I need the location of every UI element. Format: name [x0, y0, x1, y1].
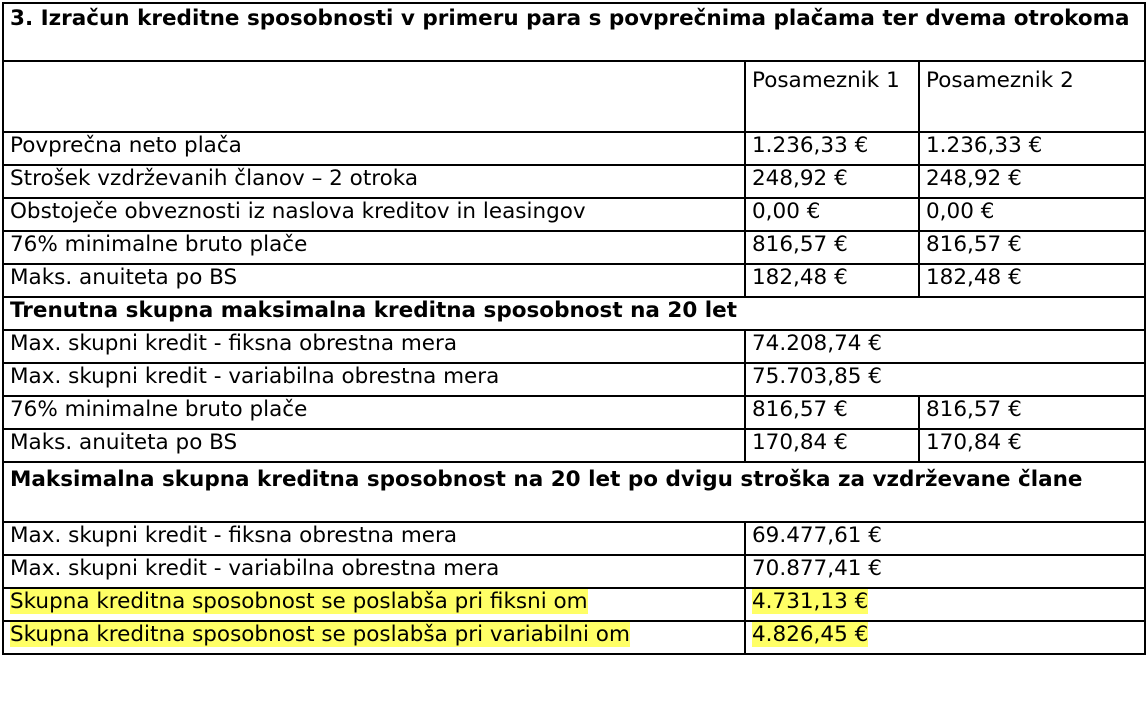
- header-borrower-1: Posameznik 1: [745, 61, 919, 132]
- row-value-1: 1.236,33 €: [745, 132, 919, 165]
- highlighted-row: [3, 588, 1145, 621]
- highlight-value-cell: [745, 588, 1145, 621]
- total-label: Max. skupni kredit - variabilna obrestna mera: [3, 363, 745, 396]
- row-label: 76% minimalne bruto plače: [3, 231, 745, 264]
- row-label: Maks. anuiteta po BS: [3, 429, 745, 462]
- row-value-2: 816,57 €: [919, 396, 1145, 429]
- row-value-2: 248,92 €: [919, 165, 1145, 198]
- table-title: 3. Izračun kreditne sposobnosti v primeru para s povprečnima plačama ter dvema otrokoma: [3, 3, 1145, 61]
- column-header-row: [3, 61, 1145, 132]
- row-value-2: 170,84 €: [919, 429, 1145, 462]
- highlighted-value: 4.731,13 €: [752, 589, 869, 614]
- row-label: Povprečna neto plača: [3, 132, 745, 165]
- header-empty-cell: [3, 61, 745, 132]
- table-row: [3, 198, 1145, 231]
- table-row: [3, 363, 1145, 396]
- section-heading-row: [3, 297, 1145, 330]
- row-value-1: 816,57 €: [745, 396, 919, 429]
- total-label: Max. skupni kredit - fiksna obrestna mera: [3, 522, 745, 555]
- table-row: [3, 231, 1145, 264]
- total-value: 70.877,41 €: [745, 555, 1145, 588]
- row-value-2: 0,00 €: [919, 198, 1145, 231]
- row-value-1: 0,00 €: [745, 198, 919, 231]
- total-value: 75.703,85 €: [745, 363, 1145, 396]
- row-label: Strošek vzdrževanih članov – 2 otroka: [3, 165, 745, 198]
- highlight-label-cell: [3, 621, 745, 654]
- row-label: Maks. anuiteta po BS: [3, 264, 745, 297]
- total-value: 69.477,61 €: [745, 522, 1145, 555]
- row-label: 76% minimalne bruto plače: [3, 396, 745, 429]
- table-row: [3, 555, 1145, 588]
- credit-capacity-table: [2, 2, 1146, 655]
- table-row: [3, 165, 1145, 198]
- highlight-label-cell: [3, 588, 745, 621]
- highlight-value-cell: [745, 621, 1145, 654]
- row-value-2: 182,48 €: [919, 264, 1145, 297]
- row-value-1: 170,84 €: [745, 429, 919, 462]
- table-row: [3, 429, 1145, 462]
- row-value-1: 816,57 €: [745, 231, 919, 264]
- row-value-1: 248,92 €: [745, 165, 919, 198]
- row-value-1: 182,48 €: [745, 264, 919, 297]
- row-value-2: 816,57 €: [919, 231, 1145, 264]
- highlighted-row: [3, 621, 1145, 654]
- section-heading-row: [3, 462, 1145, 522]
- total-label: Max. skupni kredit - variabilna obrestna mera: [3, 555, 745, 588]
- highlighted-value: 4.826,45 €: [752, 622, 869, 647]
- total-label: Max. skupni kredit - fiksna obrestna mera: [3, 330, 745, 363]
- section-heading-after-increase: Maksimalna skupna kreditna sposobnost na 20 let po dvigu stroška za vzdrževane člane: [3, 462, 1145, 522]
- header-borrower-2: Posameznik 2: [919, 61, 1145, 132]
- table-row: [3, 132, 1145, 165]
- row-label: Obstoječe obveznosti iz naslova kreditov in leasingov: [3, 198, 745, 231]
- row-value-2: 1.236,33 €: [919, 132, 1145, 165]
- highlighted-label: Skupna kreditna sposobnost se poslabša pri fiksni om: [10, 589, 588, 614]
- table-row: [3, 522, 1145, 555]
- table-row: [3, 396, 1145, 429]
- highlighted-label: Skupna kreditna sposobnost se poslabša pri variabilni om: [10, 622, 630, 647]
- section-heading-current: Trenutna skupna maksimalna kreditna sposobnost na 20 let: [3, 297, 1145, 330]
- total-value: 74.208,74 €: [745, 330, 1145, 363]
- title-row: [3, 3, 1145, 61]
- table-row: [3, 330, 1145, 363]
- table-row: [3, 264, 1145, 297]
